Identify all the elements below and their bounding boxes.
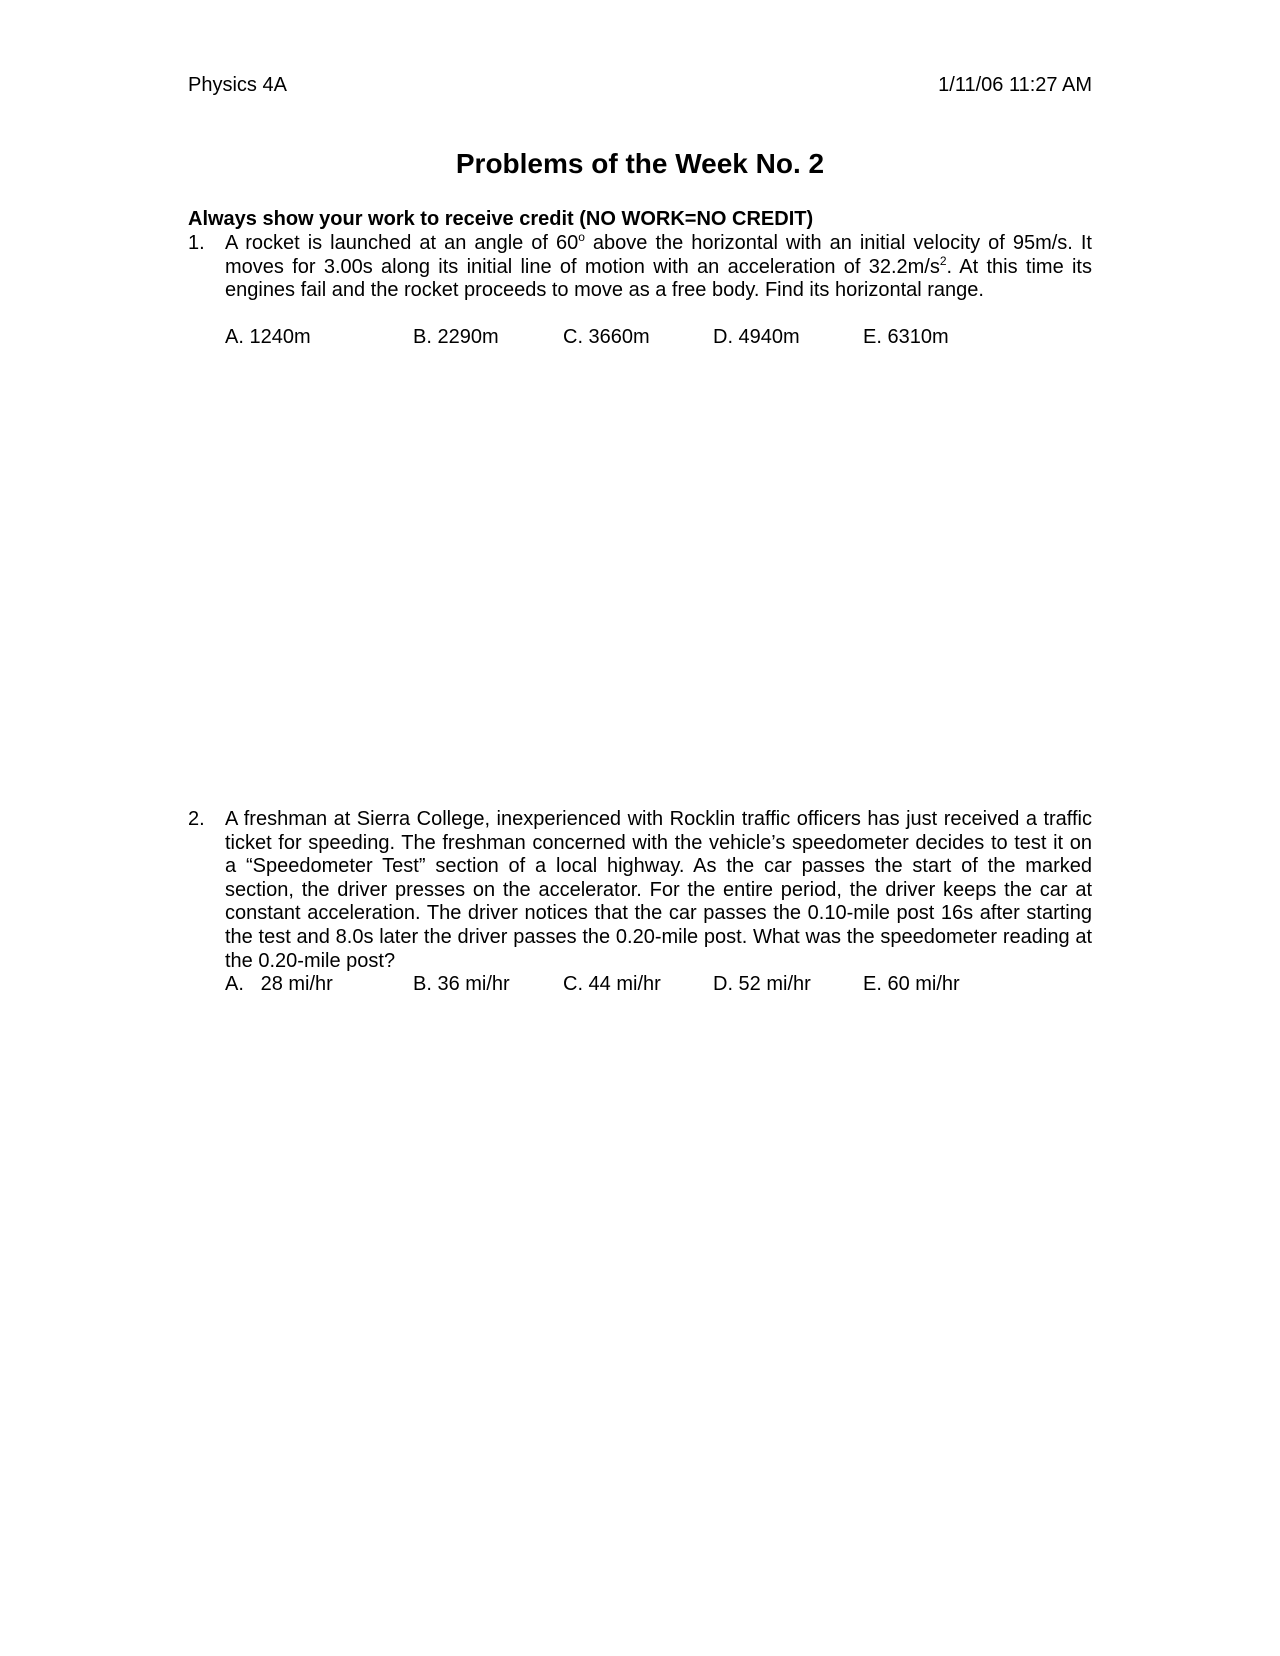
problem-2-choice-d: D. 52 mi/hr	[713, 973, 811, 996]
problem-1-text-part3: . At this time its engines fail and the rocket proceeds to move as a free body. Find its horizontal range.	[225, 255, 1092, 302]
problem-1-choice-c: C. 3660m	[563, 325, 650, 348]
problem-1-choice-a: A. 1240m	[225, 325, 311, 348]
problem-2-choices	[225, 973, 1092, 997]
print-timestamp: 1/11/06 11:27 AM	[938, 74, 1092, 96]
squared-superscript: 2	[939, 253, 947, 268]
instructions: Always show your work to receive credit (NO WORK=NO CREDIT)	[188, 208, 814, 230]
problem-1-choice-e: E. 6310m	[863, 325, 949, 348]
problem-2-text: A freshman at Sierra College, inexperienced with Rocklin traffic officers has just received a traffic ticket for speeding. The freshman concerned with the vehicle’s speedometer decides to test it on a “Speedometer Test” section of a local highway. As the car passes the start of the marked section, the driver presses on the accelerator. For the entire period, the driver keeps the car at constant acceleration. The driver notices that the car passes the 0.10-mile post 16s after starting the test and 8.0s later the driver passes the 0.20-mile post. What was the speedometer reading at the 0.20-mile post?	[225, 808, 1092, 972]
problem-1-choices	[225, 326, 1092, 350]
problem-1-choice-b: B. 2290m	[413, 325, 499, 348]
course-name: Physics 4A	[188, 74, 287, 96]
problem-2-choice-b: B. 36 mi/hr	[413, 973, 510, 996]
problem-1-number: 1.	[188, 232, 205, 254]
problem-1-text	[225, 232, 1092, 303]
degree-superscript: o	[578, 230, 585, 244]
problem-1	[188, 232, 1092, 350]
problem-2-choice-a: A. 28 mi/hr	[225, 973, 333, 996]
problem-1-choice-d: D. 4940m	[713, 325, 800, 348]
page-title: Problems of the Week No. 2	[455, 148, 825, 179]
problem-2-number: 2.	[188, 808, 205, 830]
problem-2-choice-c: C. 44 mi/hr	[563, 973, 661, 996]
problem-2-choice-e: E. 60 mi/hr	[863, 973, 960, 996]
problem-1-text-part1: A rocket is launched at an angle of 60	[225, 232, 579, 254]
problem-1-text-part2: above the horizontal with an initial velocity of 95m/s. It moves for 3.00s along its initial line of motion with an acceleration of 32.2m/s	[225, 232, 1092, 278]
problem-2	[188, 808, 1092, 997]
